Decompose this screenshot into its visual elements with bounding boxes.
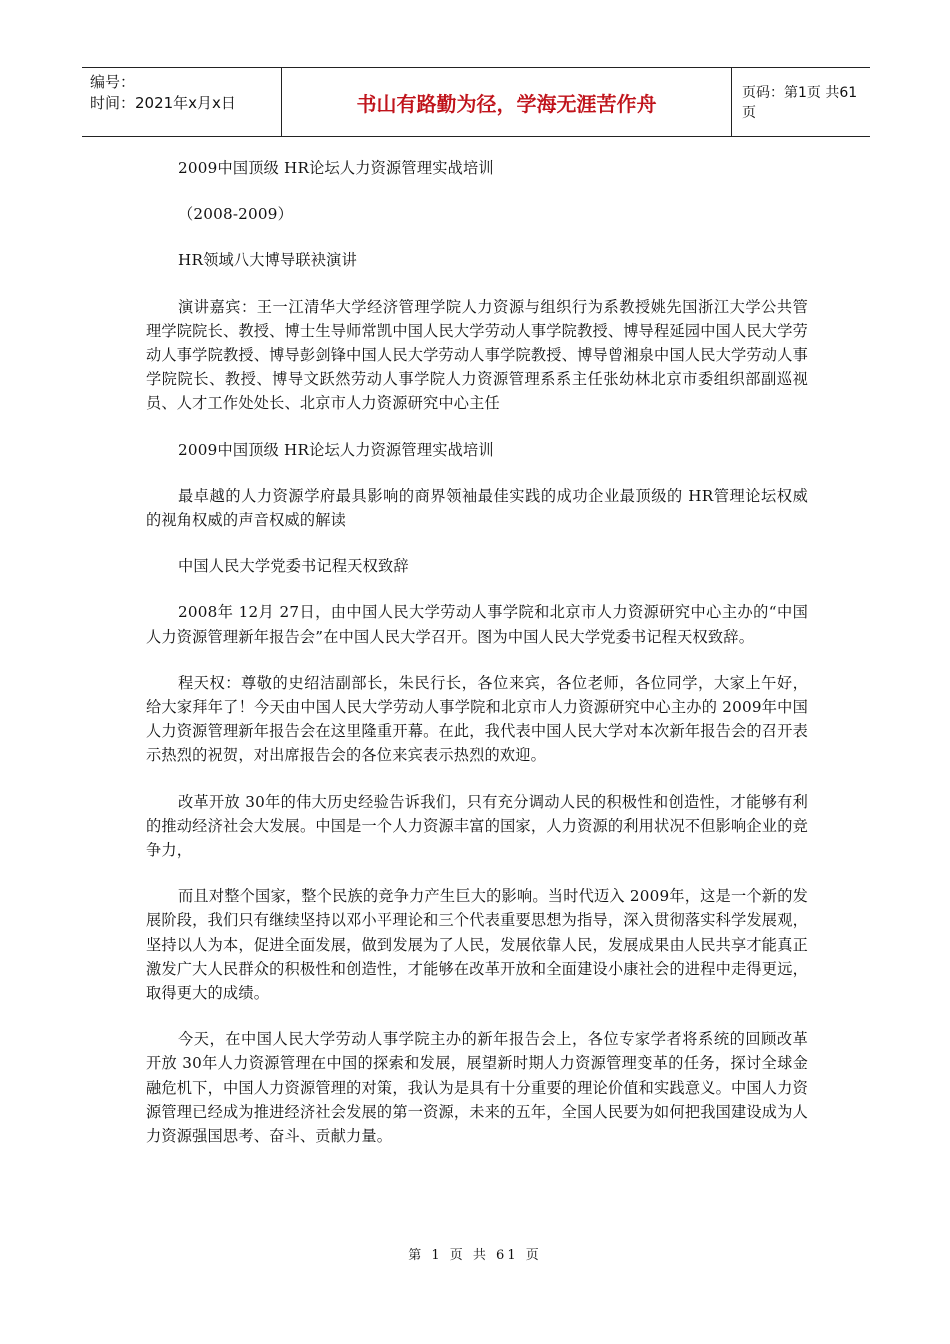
header-meta-cell	[82, 68, 282, 136]
time-label: 时间：2021年x月x日	[90, 94, 236, 112]
motto-cell	[282, 68, 732, 136]
document-header	[82, 67, 870, 137]
paragraph-speech-heading: 中国人民大学党委书记程天权致辞	[178, 557, 409, 576]
paragraph-speakers: 演讲嘉宾：王一江清华大学经济管理学院人力资源与组织行为系教授姚先国浙江大学公共管理学院院长、教授、博士生导师常凯中国人民大学劳动人事学院教授、博导程延园中国人民大学劳动人事学院教授、博导彭剑锋中国人民大学劳动人事学院教授、博导曾湘泉中国人民大学劳动人事学院院长、教授、博导文跃然劳动人事学院人力资源管理系系主任张幼林北京市委组织部副巡视员、人才工作处处长、北京市人力资源研究中心主任	[146, 297, 808, 413]
paragraph-speech-opening: 程天权：尊敬的史绍洁副部长，朱民行长，各位来宾，各位老师，各位同学，大家上午好，给大家拜年了！今天由中国人民大学劳动人事学院和北京市人力资源研究中心主办的 2009年中国人力资源管理新年报告会在这里隆重开幕。在此，我代表中国人民大学对本次新年报告会的召开表示热烈的祝贺，对出席报告会的各位来宾表示热烈的欢迎。	[146, 673, 808, 765]
paragraph-slogan: 最卓越的人力资源学府最具影响的商界领袖最佳实践的成功企业最顶级的 HR管理论坛权威的视角权威的声音权威的解读	[146, 486, 808, 530]
page-label: 页码：第1页 共61页	[742, 85, 858, 121]
footer-page-number: 第 1 页 共 61 页	[408, 1248, 542, 1263]
paragraph-reform: 改革开放 30年的伟大历史经验告诉我们，只有充分调动人民的积极性和创造性，才能够有利的推动经济社会大发展。中国是一个人力资源丰富的国家，人力资源的利用状况不但影响企业的竞争力，	[146, 792, 808, 860]
paragraph-event-intro: 2008年 12月 27日，由中国人民大学劳动人事学院和北京市人力资源研究中心主办的“中国人力资源管理新年报告会”在中国人民大学召开。图为中国人民大学党委书记程天权致辞。	[146, 603, 808, 646]
motto-text: 书山有路勤为径，学海无涯苦作舟	[356, 91, 657, 116]
paragraph-subtitle: HR领域八大博导联袂演讲	[178, 251, 357, 270]
page-info-cell	[732, 68, 870, 136]
number-label: 编号：	[90, 73, 136, 91]
paragraph-development: 而且对整个国家，整个民族的竞争力产生巨大的影响。当时代迈入 2009年，这是一个新的发展阶段，我们只有继续坚持以邓小平理论和三个代表重要思想为指导，深入贯彻落实科学发展观，坚持以人为本，促进全面发展，做到发展为了人民，发展依靠人民，发展成果由人民共享才能真正激发广大人民群众的积极性和创造性，才能够在改革开放和全面建设小康社会的进程中走得更远，取得更大的成绩。	[146, 887, 808, 1003]
paragraph-title-repeat: 2009中国顶级 HR论坛人力资源管理实战培训	[178, 440, 494, 459]
paragraph-years: （2008-2009）	[178, 205, 294, 224]
document-body	[146, 156, 808, 1170]
paragraph-today: 今天，在中国人民大学劳动人事学院主办的新年报告会上，各位专家学者将系统的回顾改革开放 30年人力资源管理在中国的探索和发展，展望新时期人力资源管理变革的任务，探讨全球金融危机下，中国人力资源管理的对策，我认为是具有十分重要的理论价值和实践意义。中国人力资源管理已经成为推进经济社会发展的第一资源，未来的五年，全国人民要为如何把我国建设成为人力资源强国思考、奋斗、贡献力量。	[146, 1030, 808, 1146]
page-footer	[0, 1244, 950, 1263]
paragraph-title: 2009中国顶级 HR论坛人力资源管理实战培训	[178, 159, 494, 177]
